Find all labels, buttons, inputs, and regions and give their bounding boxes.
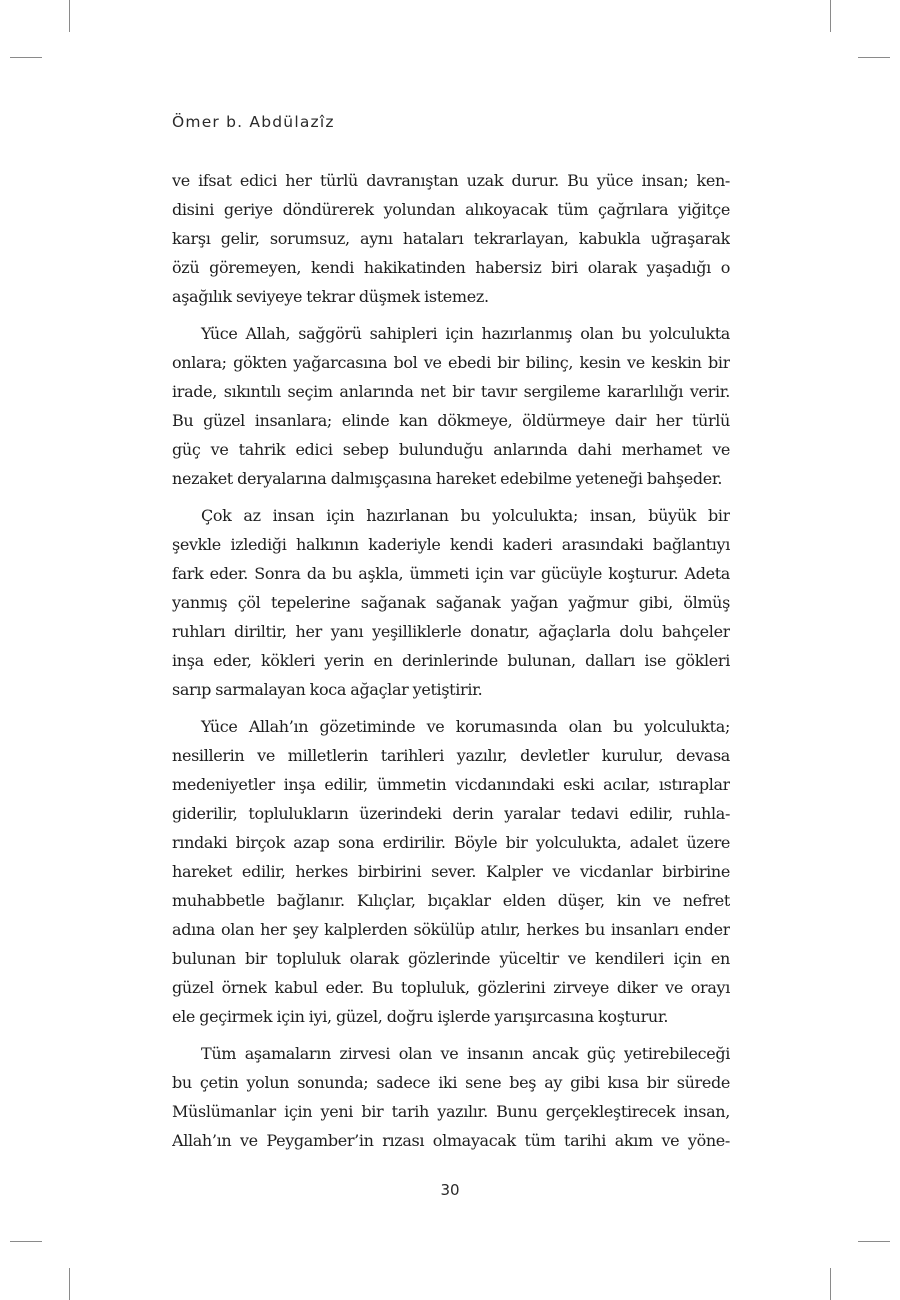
crop-mark (830, 0, 831, 32)
text-line: bu çetin yolun sonunda; sadece iki sene beş ay gibi kısa bir sürede (172, 1073, 730, 1092)
text-line: Çok az insan için hazırlanan bu yolculukta; insan, büyük bir (201, 506, 730, 525)
text-line: adına olan her şey kalplerden sökülüp atılır, herkes bu insanları ender (172, 920, 730, 939)
text-line: ve ifsat edici her türlü davranıştan uzak durur. Bu yüce insan; ken- (172, 171, 730, 190)
paragraph (172, 1039, 730, 1155)
text-line: ruhları diriltir, her yanı yeşilliklerle donatır, ağaçlarla dolu bahçeler (172, 622, 730, 641)
text-line: Müslümanlar için yeni bir tarih yazılır. Bunu gerçekleştirecek insan, (172, 1102, 730, 1121)
crop-mark (69, 0, 70, 32)
crop-mark (10, 57, 42, 58)
text-line: disini geriye döndürerek yolundan alıkoyacak tüm çağrılara yiğitçe (172, 200, 730, 219)
text-line: giderilir, toplulukların üzerindeki derin yaralar tedavi edilir, ruhla- (172, 804, 730, 823)
text-line: Allah’ın ve Peygamber’in rızası olmayacak tüm tarihi akım ve yöne- (172, 1131, 730, 1150)
text-line: güç ve tahrik edici sebep bulunduğu anlarında dahi merhamet ve (172, 440, 730, 459)
text-line: sarıp sarmalayan koca ağaçlar yetiştirir. (172, 680, 483, 699)
text-line: özü göremeyen, kendi hakikatinden habersiz biri olarak yaşadığı o (172, 258, 730, 277)
text-line: ele geçirmek için iyi, güzel, doğru işlerde yarışırcasına koşturur. (172, 1007, 669, 1026)
crop-mark (69, 1268, 70, 1300)
text-line: bulunan bir topluluk olarak gözlerinde yüceltir ve kendileri için en (172, 949, 730, 968)
crop-mark (858, 1241, 890, 1242)
paragraph (172, 712, 730, 1031)
text-line: medeniyetler inşa edilir, ümmetin vicdanındaki eski acılar, ıstıraplar (172, 775, 730, 794)
text-line: nesillerin ve milletlerin tarihleri yazılır, devletler kurulur, devasa (172, 746, 730, 765)
text-line: nezaket deryalarına dalmışçasına hareket edebilme yeteneği bahşeder. (172, 469, 723, 488)
paragraph (172, 319, 730, 493)
crop-mark (858, 57, 890, 58)
crop-mark (830, 1268, 831, 1300)
paragraph (172, 501, 730, 704)
crop-mark (10, 1241, 42, 1242)
text-line: aşağılık seviyeye tekrar düşmek istemez. (172, 287, 489, 306)
text-line: şevkle izlediği halkının kaderiyle kendi kaderi arasındaki bağlantıyı (172, 535, 730, 554)
text-line: onlara; gökten yağarcasına bol ve ebedi bir bilinç, kesin ve keskin bir (172, 353, 730, 372)
text-line: muhabbetle bağlanır. Kılıçlar, bıçaklar elden düşer, kin ve nefret (172, 891, 730, 910)
text-line: rındaki birçok azap sona erdirilir. Böyle bir yolculukta, adalet üzere (172, 833, 730, 852)
text-line: Bu güzel insanlara; elinde kan dökmeye, öldürmeye dair her türlü (172, 411, 730, 430)
text-line: Yüce Allah, sağgörü sahipleri için hazırlanmış olan bu yolculukta (201, 324, 730, 343)
text-line: güzel örnek kabul eder. Bu topluluk, gözlerini zirveye diker ve orayı (172, 978, 730, 997)
running-head: Ömer b. Abdülazîz (172, 113, 335, 131)
text-line: hareket edilir, herkes birbirini sever. Kalpler ve vicdanlar birbirine (172, 862, 730, 881)
text-line: fark eder. Sonra da bu aşkla, ümmeti için var gücüyle koşturur. Adeta (172, 564, 730, 583)
text-line: Yüce Allah’ın gözetiminde ve korumasında olan bu yolculukta; (201, 717, 730, 736)
paragraph (172, 166, 730, 311)
text-line: irade, sıkıntılı seçim anlarında net bir tavır sergileme kararlılığı verir. (172, 382, 730, 401)
text-line: inşa eder, kökleri yerin en derinlerinde bulunan, dalları ise gökleri (172, 651, 730, 670)
text-line: karşı gelir, sorumsuz, aynı hataları tekrarlayan, kabukla uğraşarak (172, 229, 730, 248)
text-line: yanmış çöl tepelerine sağanak sağanak yağan yağmur gibi, ölmüş (172, 593, 730, 612)
text-line: Tüm aşamaların zirvesi olan ve insanın ancak güç yetirebileceği (201, 1044, 730, 1063)
page-number: 30 (440, 1181, 460, 1199)
body-text (172, 166, 730, 1155)
